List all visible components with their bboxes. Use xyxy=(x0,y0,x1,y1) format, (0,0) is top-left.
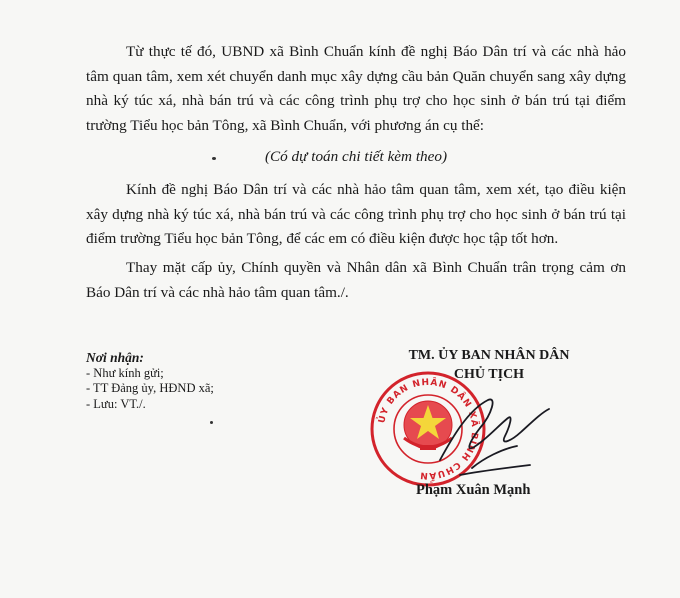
recipients-title: Nơi nhận: xyxy=(86,350,144,365)
estimate-note: (Có dự toán chi tiết kèm theo) xyxy=(264,148,448,165)
ink-speck xyxy=(212,157,216,160)
signature-position: CHỦ TỊCH xyxy=(453,367,525,382)
signature-org-line: TM. ỦY BAN NHÂN DÂN xyxy=(408,348,570,363)
paragraph-thanks-text: Thay mặt cấp ủy, Chính quyền và Nhân dân xã Bình Chuẩn trân trọng cảm ơn Báo Dân trí và các nhà hảo tâm quan tâm./. xyxy=(86,259,626,301)
paragraph-request-text: Kính đề nghị Báo Dân trí và các nhà hảo tâm quan tâm, xem xét, tạo điều kiện xây dựng nhà ký túc xá, nhà bán trú và các công trình phụ trợ cho học sinh ở bán trú tại điểm trường Tiểu học bản Tông, để các em có điều kiện được học tập tốt hơn. xyxy=(86,181,626,248)
ink-speck xyxy=(210,421,213,424)
recipient-item: - Như kính gửi; xyxy=(86,365,164,380)
seal-text: ỦY BAN NHÂN DÂN XÃ BÌNH CHUẨN xyxy=(377,377,480,481)
paragraph-proposal-text: Từ thực tế đó, UBND xã Bình Chuẩn kính đề nghị Báo Dân trí và các nhà hảo tâm quan tâm, xem xét chuyển danh mục xây dựng cầu bản Quăn chuyển sang xây dựng nhà ký túc xá, nhà bán trú và các công trình phụ trợ cho học sinh ở bán trú tại điểm trường Tiểu học bản Tông, xã Bình Chuẩn, với phương án cụ thể: xyxy=(86,43,626,134)
recipient-item: - TT Đảng ủy, HĐND xã; xyxy=(86,381,214,395)
signer-name: Phạm Xuân Mạnh xyxy=(416,482,531,498)
recipient-item: - Lưu: VT./. xyxy=(86,396,146,411)
